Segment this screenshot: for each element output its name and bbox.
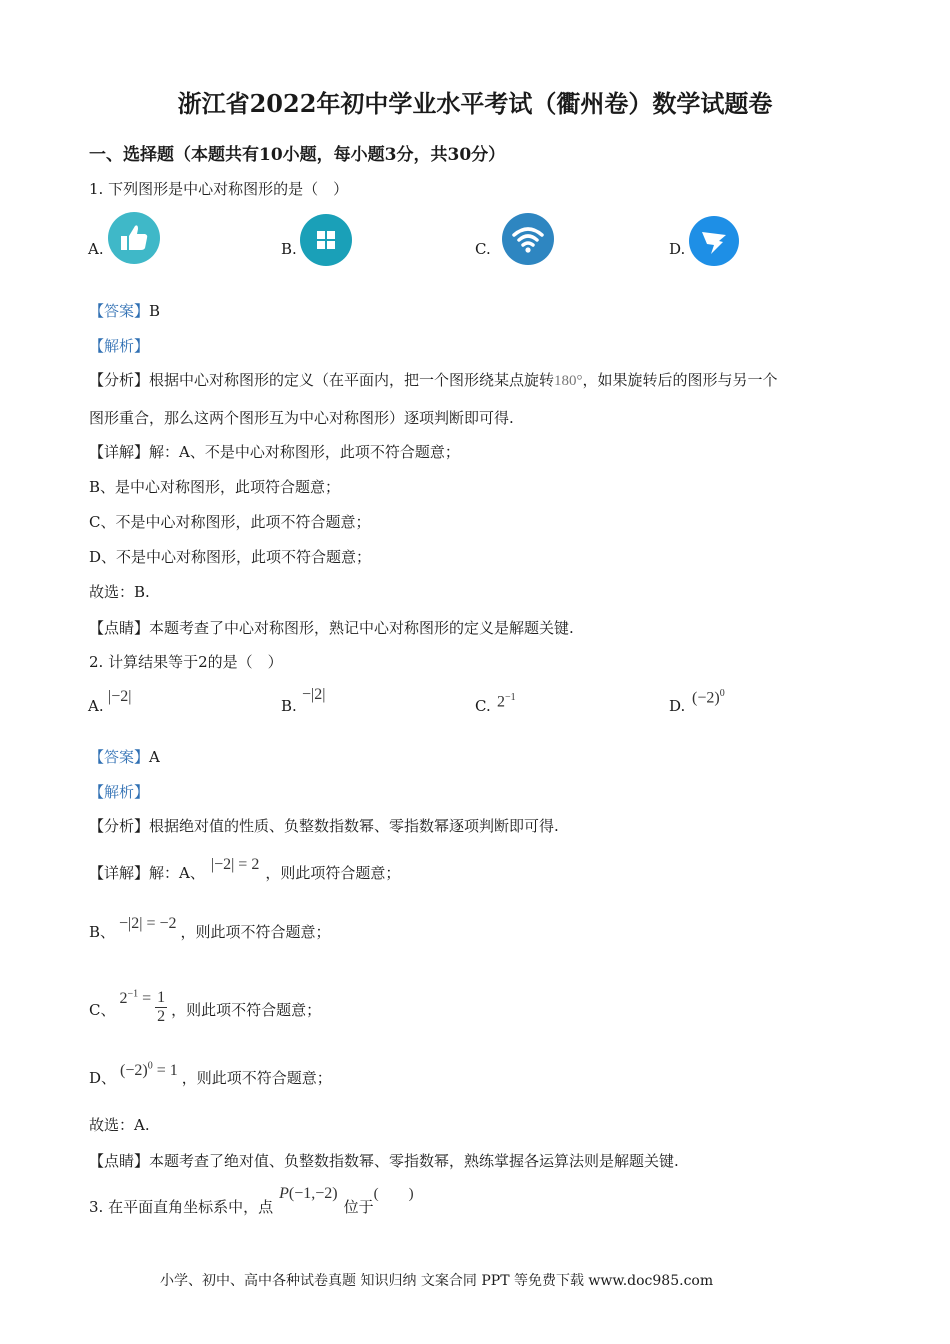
xiangjie-text: 解：A、不是中心对称图形，此项不符合题意； [149,443,460,461]
dianjing-tag: 【点睛】 [89,1152,150,1170]
q2-fenxi [89,815,559,836]
dianjing-text: 本题考查了绝对值、负整数指数幂、零指数幂，熟练掌握各运算法则是解题关键. [149,1152,679,1170]
q2-option-b-expr: −|2| [302,686,326,703]
d-math: $(-2)^0 = 1$ [120,1060,178,1079]
q3-prefix: 3. 在平面直角坐标系中，点 [89,1198,274,1216]
q1-guxuan: 故选：B. [89,583,150,601]
answer-value: B [149,302,161,320]
degree-value: 180° [554,373,583,389]
q2-option-c-expr: $2^{-1}$ [497,692,516,711]
c-math: $2^{-1}$ = $\frac{1}{2}$ [119,988,166,1025]
dianjing-text: 本题考查了中心对称图形，熟记中心对称图形的定义是解题关键. [149,619,574,637]
c-suffix: ，则此项不符合题意； [171,1001,322,1020]
c-prefix: C、 [89,1001,116,1020]
xiangjie-a-suffix: ，则此项符合题意； [265,864,401,882]
q3-paren: ( ) [373,1186,414,1202]
fenxi-text-cont: ，如果旋转后的图形与另一个 [582,371,778,389]
thumbs-up-icon [108,212,160,264]
q1-line-b: B、是中心对称图形，此项符合题意； [89,478,341,496]
q1-fenxi-line1 [89,369,778,390]
q1-fenxi-line2: 图形重合，那么这两个图形互为中心对称图形）逐项判断即可得. [89,409,514,427]
question-1-stem: 1. 下列图形是中心对称图形的是（ ） [89,180,349,198]
fenxi-text: 根据中心对称图形的定义（在平面内，把一个图形绕某点旋转 [149,371,555,389]
answer-value: A [149,748,160,766]
q2-xiangjie-c [89,988,322,1030]
xiangjie-a-prefix: 解：A、 [149,864,205,882]
footer-text: 小学、初中、高中各种试卷真题 知识归纳 文案合同 PPT 等免费下载 www.doc985.com [160,1273,714,1289]
b-suffix: ，则此项不符合题意； [180,923,331,941]
answer-tag: 【答案】 [89,302,150,320]
q2-guxuan: 故选：A. [89,1116,150,1134]
q2-answer [89,746,160,767]
wifi-icon [502,213,554,265]
d-suffix: ，则此项不符合题意； [181,1069,332,1087]
question-3-stem [89,1185,414,1217]
q1-dianjing [89,617,574,638]
ding-bird-icon [689,216,739,266]
q1-option-a-label: A. [88,240,104,258]
q2-dianjing [89,1150,679,1171]
d-prefix: D、 [89,1069,117,1087]
b-prefix: B、 [89,923,116,941]
grid-icon [300,214,352,266]
q3-point: P(−1,−2) [279,1185,338,1202]
q2-option-c-label: C. [475,697,491,715]
q2-xiangjie-d [89,1060,332,1088]
q2-jiexi-tag: 【解析】 [89,783,150,801]
fenxi-text: 根据绝对值的性质、负整数指数幂、零指数幂逐项判断即可得. [149,817,559,835]
q2-option-b-label: B. [281,697,297,715]
q2-option-a-label: A. [88,697,104,715]
q2-option-d-label: D. [669,697,686,715]
q2-option-a-expr: |−2| [108,688,132,705]
q2-xiangjie-a [89,856,401,883]
q1-line-d: D、不是中心对称图形，此项不符合题意； [89,548,372,566]
q3-suffix: 位于 [343,1198,374,1216]
q1-xiangjie [89,441,460,462]
xiangjie-a-math: |−2| = 2 [210,856,260,873]
xiangjie-tag: 【详解】 [89,443,150,461]
q2-option-d-expr: $(-2)^0$ [692,688,725,707]
q1-jiexi-tag: 【解析】 [89,337,150,355]
answer-tag: 【答案】 [89,748,150,766]
dianjing-tag: 【点睛】 [89,619,150,637]
page-title: 浙江省2022年初中学业水平考试（衢州卷）数学试题卷 [177,89,773,118]
q1-line-c: C、不是中心对称图形，此项不符合题意； [89,513,371,531]
q1-option-c-label: C. [475,240,491,258]
q1-option-b-label: B. [281,240,297,258]
section-heading: 一、选择题（本题共有10小题，每小题3分，共30分） [89,145,506,165]
fenxi-tag: 【分析】 [89,817,150,835]
question-2-stem: 2. 计算结果等于2的是（ ） [89,653,283,671]
b-math: −|2| = −2 [119,915,177,932]
fenxi-tag: 【分析】 [89,371,150,389]
q2-xiangjie-b [89,915,331,942]
q1-answer [89,300,160,321]
q1-option-d-label: D. [669,240,686,258]
xiangjie-tag: 【详解】 [89,864,150,882]
